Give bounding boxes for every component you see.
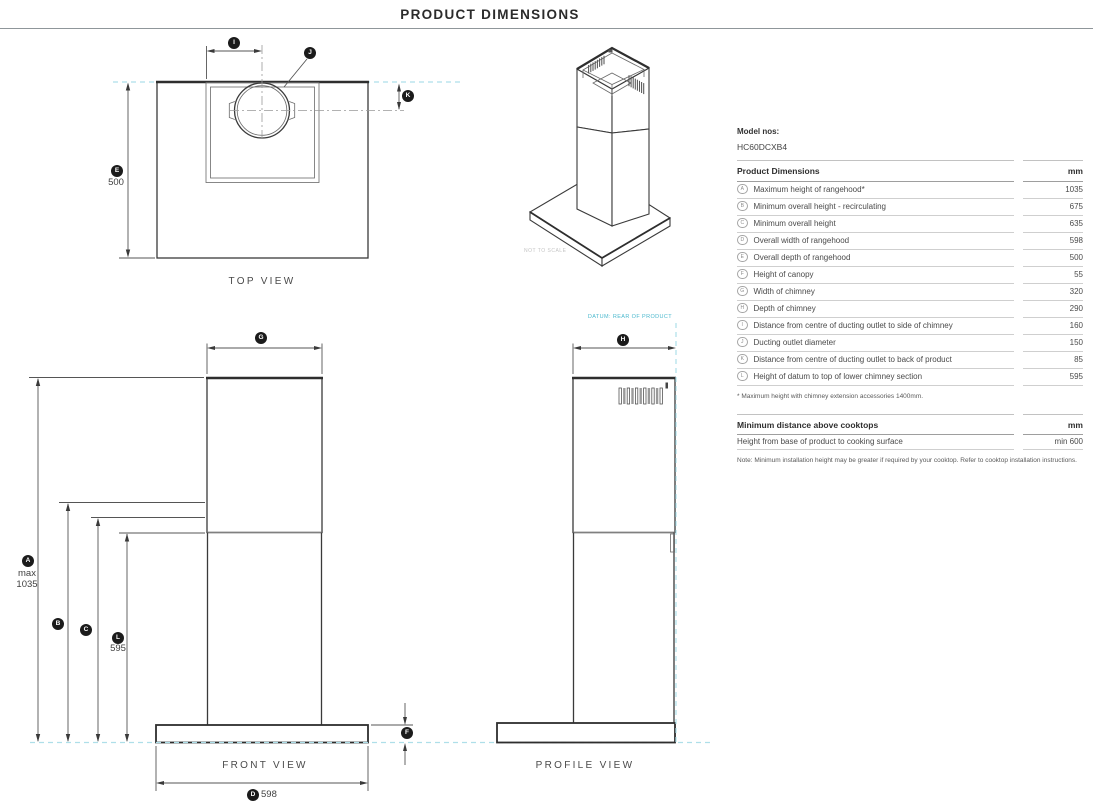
row-key-circle: E [737,252,748,263]
row-key-circle: H [737,303,748,314]
dim-value-a-number: 1035 [16,579,38,590]
table-row [737,198,1083,215]
dim-badge-f: F [401,727,413,739]
dim-value-e: 500 [108,177,124,188]
dim-badge-d: D [247,789,259,801]
row-value: 1035 [1023,181,1083,199]
table-row [737,334,1083,351]
row-label: Overall depth of rangehood [753,252,851,262]
dim-badge-k: K [402,90,414,102]
cooktop-header-label: Minimum distance above cooktops [737,414,1014,435]
row-label: Ducting outlet diameter [753,337,836,347]
row-value: 320 [1023,283,1083,301]
row-label: Minimum overall height [753,218,836,228]
page-title: PRODUCT DIMENSIONS [400,7,580,22]
table-row [737,351,1083,368]
model-number: HC60DCXB4 [737,142,788,152]
row-value: 675 [1023,198,1083,216]
dim-value-d: 598 [261,789,277,800]
dim-badge-j: J [304,47,316,59]
datum-label: DATUM: REAR OF PRODUCT [587,314,672,320]
dim-value-a [6,568,48,590]
dim-badge-a: A [22,555,34,567]
row-value: 500 [1023,249,1083,267]
front-view-caption: FRONT VIEW [222,760,308,771]
row-label: Depth of chimney [753,303,816,313]
dim-value-l: 595 [110,643,126,654]
row-key-circle: I [737,320,748,331]
product-dimensions-table [737,161,1083,385]
row-key-circle: D [737,235,748,246]
row-key-circle: A [737,184,748,195]
not-to-scale-note: NOT TO SCALE [524,248,567,254]
cooktop-header-row [737,415,1083,434]
dim-badge-i: I [228,37,240,49]
profile-view-caption: PROFILE VIEW [535,760,635,771]
cooktop-header-unit: mm [1023,414,1083,435]
row-value: 55 [1023,266,1083,284]
table-row [737,317,1083,334]
cooktop-row-label: Height from base of product to cooking surface [737,434,1014,450]
table-row [737,215,1083,232]
dim-badge-l: L [112,632,124,644]
dim-badge-c: C [80,624,92,636]
row-label: Height of canopy [753,269,814,279]
dim-badge-b: B [52,618,64,630]
row-label: Distance from centre of ducting outlet to back of product [753,354,952,364]
dim-value-a-prefix: max [18,568,36,579]
table-header-row [737,161,1083,181]
row-key-circle: C [737,218,748,229]
spec-table [737,127,1083,465]
table-header-label: Product Dimensions [737,160,1014,182]
row-label: Overall width of rangehood [753,235,850,245]
table-row [737,300,1083,317]
cooktop-note: Note: Minimum installation height may be greater if required by your cooktop. Refer to cooktop installation instructions. [737,457,1077,464]
table-row [737,283,1083,300]
row-label: Width of chimney [753,286,815,296]
row-key-circle: L [737,371,748,382]
row-value: 595 [1023,368,1083,386]
cooktop-table [737,415,1083,465]
row-key-circle: K [737,354,748,365]
row-value: 290 [1023,300,1083,318]
cooktop-row-value: min 600 [1023,434,1083,450]
row-key-circle: F [737,269,748,280]
dim-badge-g: G [255,332,267,344]
row-label: Minimum overall height - recirculating [753,201,886,211]
row-value: 160 [1023,317,1083,335]
table-row [737,266,1083,283]
row-key-circle: J [737,337,748,348]
row-key-circle: B [737,201,748,212]
top-view-caption: TOP VIEW [228,276,296,287]
table-row [737,249,1083,266]
table-row [737,232,1083,249]
dim-badge-h: H [617,334,629,346]
table-header-unit: mm [1023,160,1083,182]
row-label: Maximum height of rangehood* [753,184,865,194]
row-value: 150 [1023,334,1083,352]
table-footnote: * Maximum height with chimney extension accessories 1400mm. [737,393,924,400]
row-value: 635 [1023,215,1083,233]
model-nos-label: Model nos: [737,127,780,136]
table-row [737,368,1083,385]
row-key-circle: G [737,286,748,297]
row-label: Height of datum to top of lower chimney section [753,371,923,381]
row-label: Distance from centre of ducting outlet to side of chimney [753,320,953,330]
row-value: 598 [1023,232,1083,250]
row-value: 85 [1023,351,1083,369]
table-row [737,181,1083,198]
cooktop-row [737,434,1083,449]
dim-badge-e: E [111,165,123,177]
